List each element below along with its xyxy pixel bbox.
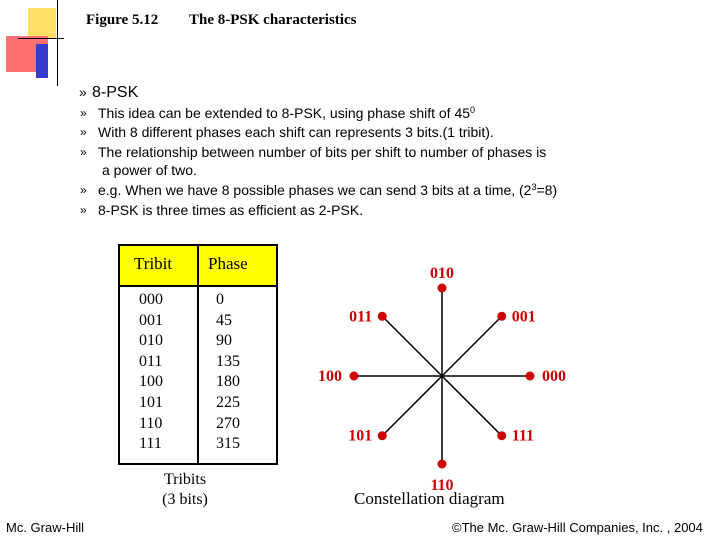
constellation-point <box>438 284 447 293</box>
phase-vector-line <box>382 376 442 436</box>
header-tribit: Tribit <box>134 254 173 273</box>
constellation-point <box>378 431 387 440</box>
tribit-phase-table <box>118 244 278 465</box>
deco-vertical-line <box>57 0 58 86</box>
bullet-text: 8-PSK is three times as efficient as 2-PSK. <box>98 202 364 218</box>
bullet-heading-text: 8-PSK <box>92 84 139 101</box>
bullet-marker: » <box>80 106 87 120</box>
tribit-cell: 001 <box>139 311 163 329</box>
phase-cell: 135 <box>216 352 240 370</box>
tribit-cell: 011 <box>139 352 163 370</box>
constellation-point <box>438 460 447 469</box>
tribit-cell: 100 <box>139 373 163 391</box>
tribit-cell: 110 <box>139 414 163 432</box>
bullet-text: The relationship between number of bits per shift to number of phases is <box>98 144 547 160</box>
phase-cell: 45 <box>216 311 232 329</box>
tribit-cell: 101 <box>139 393 163 411</box>
bullet-marker: » <box>80 125 87 139</box>
tribits-caption-line-1: Tribits <box>163 471 207 488</box>
constellation-point-label: 011 <box>349 308 373 326</box>
bullet-marker: » <box>80 145 87 159</box>
header-phase: Phase <box>208 254 248 273</box>
tribit-cell: 111 <box>139 435 162 453</box>
constellation-caption: Constellation diagram <box>354 489 505 508</box>
tribits-caption-line-2: (3 bits) <box>162 491 208 508</box>
bullet-text: With 8 different phases each shift can represents 3 bits.(1 tribit). <box>98 124 494 140</box>
bullet-marker: » <box>79 84 87 100</box>
phase-cell: 180 <box>216 373 240 391</box>
phase-vector-line <box>442 316 502 376</box>
phase-cell: 90 <box>216 332 232 350</box>
tribit-column <box>139 290 163 455</box>
bullet-marker: » <box>80 183 87 197</box>
constellation-point <box>497 312 506 321</box>
constellation-point-label: 010 <box>430 265 454 282</box>
bullet-text: This idea can be extended to 8-PSK, using phase shift of $45^0$ <box>98 105 476 121</box>
deco-horizontal-line <box>18 38 64 39</box>
constellation-point-label: 100 <box>318 368 342 385</box>
constellation-point <box>497 431 506 440</box>
bullet-text-continued: a power of two. <box>102 162 197 178</box>
phase-cell: 0 <box>216 291 224 308</box>
constellation-diagram <box>300 258 590 490</box>
tribit-cell: 010 <box>139 332 163 350</box>
phase-cell: 315 <box>216 435 240 453</box>
constellation-point-label: 000 <box>542 368 566 385</box>
constellation-point <box>526 372 535 381</box>
bullet-marker: » <box>80 203 87 217</box>
footer-right: ©The Mc. Graw-Hill Companies, Inc. , 2004 <box>452 520 703 535</box>
bullet-item-3-continued <box>102 162 197 179</box>
phase-vector-line <box>382 316 442 376</box>
tribits-caption <box>145 470 225 510</box>
deco-blue-square <box>36 44 48 78</box>
constellation-point-label: 110 <box>430 477 454 490</box>
table-column-divider <box>197 246 199 463</box>
phase-column <box>216 290 240 455</box>
footer-left: Mc. Graw-Hill <box>6 520 84 535</box>
deco-yellow-square <box>28 8 56 38</box>
tribit-cell: 000 <box>139 291 163 308</box>
constellation-point <box>378 312 387 321</box>
constellation-point <box>350 372 359 381</box>
figure-title <box>86 12 357 29</box>
phase-vector-line <box>442 376 502 436</box>
phase-cell: 225 <box>216 393 240 411</box>
figure-caption: The 8-PSK characteristics <box>189 12 357 28</box>
bullet-text: e.g. When we have 8 possible phases we can send 3 bits at a time, $(2^3=8)$ <box>98 182 558 198</box>
phase-cell: 270 <box>216 414 240 432</box>
constellation-point-label: 001 <box>511 308 536 326</box>
constellation-point-label: 101 <box>348 427 373 445</box>
figure-number: Figure 5.12 <box>86 12 159 28</box>
constellation-point-label: 111 <box>511 427 534 445</box>
